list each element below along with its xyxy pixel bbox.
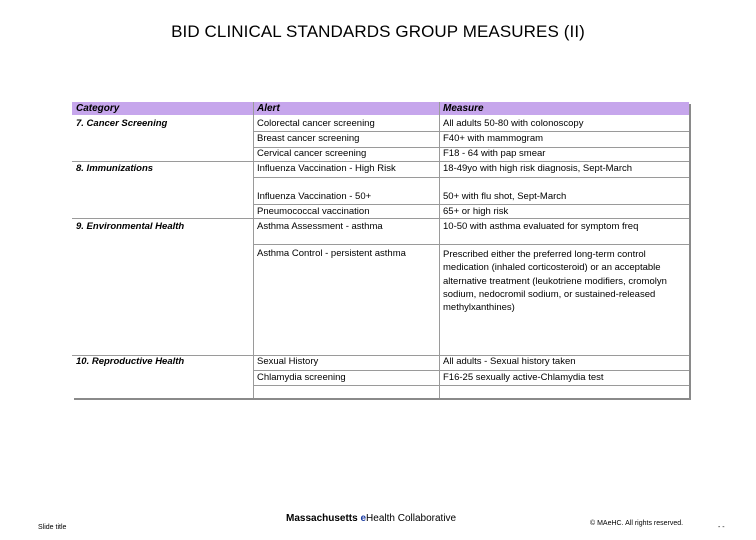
table-header-row: [72, 102, 689, 115]
table-row-category: 9. Environmental Health: [76, 221, 185, 232]
table-row-measure: 18-49yo with high risk diagnosis, Sept-March: [443, 163, 633, 174]
table-row-alert: Asthma Control - persistent asthma: [257, 248, 406, 259]
collab-health: Health Collaborative: [366, 513, 457, 524]
table-row-measure: F16-25 sexually active-Chlamydia test: [443, 372, 604, 383]
table-row-alert: Influenza Vaccination - High Risk: [257, 163, 396, 174]
table-row-measure: 65+ or high risk: [443, 206, 509, 217]
measures-table: [72, 102, 689, 398]
row-divider: [253, 177, 689, 178]
row-divider: [253, 385, 689, 386]
table-row-alert: Chlamydia screening: [257, 372, 346, 383]
row-divider: [253, 370, 689, 371]
table-row-alert: Influenza Vaccination - 50+: [257, 191, 372, 202]
collab-massachusetts: Massachusetts: [286, 513, 358, 524]
header-measure: Measure: [443, 103, 484, 114]
collaborative-name: [286, 513, 456, 524]
page-title: BID CLINICAL STANDARDS GROUP MEASURES (II): [171, 22, 585, 41]
table-row-alert: Pneumococcal vaccination: [257, 206, 370, 217]
table-row-category: 10. Reproductive Health: [76, 356, 185, 367]
table-row-alert: Sexual History: [257, 356, 319, 367]
collab-e: e: [360, 513, 367, 524]
table-row-measure: F40+ with mammogram: [443, 133, 544, 144]
table-row-alert: Cervical cancer screening: [257, 148, 367, 159]
header-category: Category: [76, 103, 120, 114]
row-divider: [72, 161, 689, 162]
row-divider: [253, 244, 689, 245]
slide-title-label: Slide title: [38, 524, 67, 531]
row-divider: [253, 204, 689, 205]
page-number: - -: [718, 524, 725, 531]
table-row-measure: F18 - 64 with pap smear: [443, 148, 546, 159]
table-row-alert: Breast cancer screening: [257, 133, 360, 144]
table-row-alert: Colorectal cancer screening: [257, 118, 375, 129]
table-row-measure: All adults - Sexual history taken: [443, 356, 576, 367]
table-row-measure: 10-50 with asthma evaluated for symptom freq: [443, 221, 639, 232]
row-divider: [72, 218, 689, 219]
table-row-measure: All adults 50-80 with colonoscopy: [443, 118, 584, 129]
copyright-text: © MAeHC. All rights reserved.: [590, 520, 684, 527]
row-divider: [253, 131, 689, 132]
header-alert: Alert: [257, 103, 280, 114]
table-row-alert: Asthma Assessment - asthma: [257, 221, 383, 232]
table-row-measure: 50+ with flu shot, Sept-March: [443, 191, 567, 202]
table-row-category: 7. Cancer Screening: [76, 118, 168, 129]
table-row-measure: Prescribed either the preferred long-term control medication (inhaled corticosteroid) or an acceptable alternative treatment (leukotriene modifiers, cromolyn sodium, nedocromil sodium, or sustained-released methylxanthines): [443, 249, 667, 314]
table-row-category: 8. Immunizations: [76, 163, 154, 174]
